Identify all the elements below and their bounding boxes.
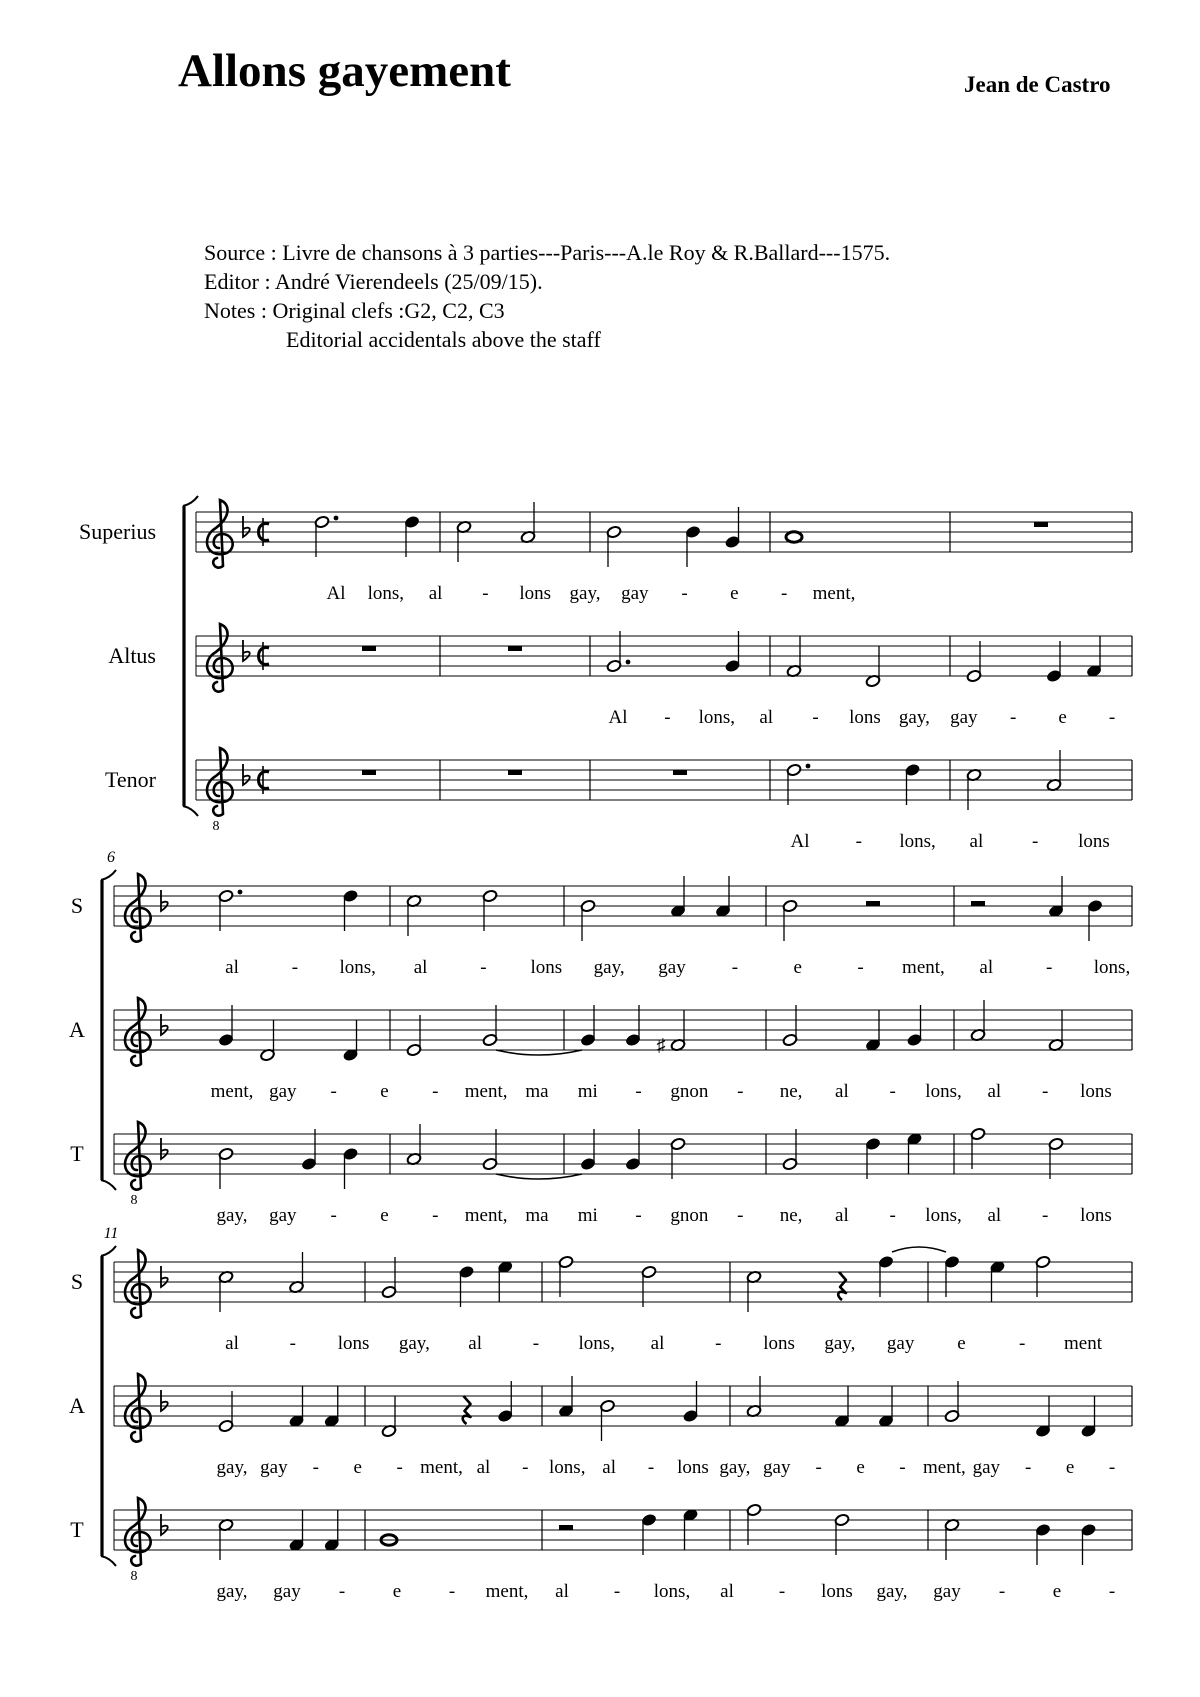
- system-3-S-lyric-2: lons: [337, 1333, 370, 1354]
- system-2-S-lyric-6: gay,: [593, 957, 625, 978]
- system-2-T-lyric-10: -: [737, 1205, 744, 1226]
- system-3-S-lyric-12: e: [957, 1333, 966, 1354]
- system-1-A-lyric-2: lons,: [698, 707, 736, 728]
- system-1-S-treble-clef: [207, 500, 233, 568]
- system-2-A-lyric-2: -: [330, 1081, 337, 1102]
- system-1-T-lyric-2: lons,: [899, 831, 936, 852]
- system-1-T-rest-2: [673, 770, 687, 775]
- system-3-S-lyric-4: al: [468, 1333, 483, 1354]
- system-3-T-lyric-1: gay: [273, 1581, 301, 1602]
- system-3-T-lyric-4: -: [448, 1581, 456, 1602]
- system-3-S-label: S: [70, 1269, 84, 1294]
- system-1-A-key-flat: [243, 640, 250, 661]
- system-3-T-lyric-8: lons,: [653, 1581, 691, 1602]
- system-2-S-lyric-1: -: [291, 957, 299, 978]
- system-2-A-note-7-sharp: ♯: [656, 1035, 666, 1055]
- system-2-A-lyric-10: -: [737, 1081, 744, 1102]
- system-2-bracket-top: [101, 870, 116, 880]
- system-2-T-lyric-15: al: [987, 1205, 1002, 1226]
- system-1-S-lyric-6: gay: [621, 583, 649, 604]
- system-3-A-lyric-0: gay,: [216, 1457, 248, 1478]
- source-line: Source : Livre de chansons à 3 parties---Paris---A.le Roy & R.Ballard---1575.: [204, 240, 891, 265]
- system-1-T-lyric-5: lons: [1078, 831, 1110, 852]
- system-3-S-lyric-9: lons: [763, 1333, 795, 1354]
- system-3-S-treble-clef: [125, 1250, 151, 1318]
- system-1-S-lyric-10: ment,: [812, 583, 856, 604]
- system-3-A-lyric-12: gay,: [719, 1457, 751, 1478]
- system-2-T-lyric-17: lons: [1080, 1205, 1112, 1226]
- system-2-S-key-flat: [161, 890, 168, 911]
- system-2-A-lyric-14: lons,: [925, 1081, 962, 1102]
- system-3-T-label: T: [70, 1517, 84, 1542]
- measure-number-6: 6: [107, 849, 115, 866]
- system-2-A-lyric-15: al: [987, 1081, 1002, 1102]
- system-1-S-label: Superius: [79, 519, 156, 544]
- system-2-S-lyric-5: lons: [530, 957, 563, 978]
- system-3-T-lyric-3: e: [392, 1581, 402, 1602]
- system-3-A-key-flat: [161, 1390, 168, 1411]
- system-1-T-lyric-0: Al: [790, 831, 810, 852]
- system-3-A-lyric-19: -: [1025, 1457, 1032, 1478]
- system-3-T-lyric-15: e: [1052, 1581, 1062, 1602]
- system-3-T-lyric-0: gay,: [216, 1581, 248, 1602]
- system-3-T-lyric-13: gay: [933, 1581, 961, 1602]
- system-3-T-lyric-7: -: [613, 1581, 621, 1602]
- system-3-T-lyric-2: -: [338, 1581, 346, 1602]
- system-1-A-rest-0: [362, 646, 376, 651]
- editor-line: Editor : André Vierendeels (25/09/15).: [204, 269, 543, 294]
- system-3-T-rest-4: [559, 1525, 573, 1530]
- system-1-S-key-flat: [243, 516, 250, 537]
- system-2-S-lyric-10: -: [857, 957, 864, 978]
- system-2-S-lyric-8: -: [731, 957, 739, 978]
- system-2-S-lyric-7: gay: [658, 957, 686, 978]
- system-2-T-lyric-16: -: [1042, 1205, 1049, 1226]
- system-2-T-lyric-4: -: [432, 1205, 439, 1226]
- system-1-S-lyric-2: al: [428, 583, 443, 604]
- system-2-S-lyric-11: ment,: [902, 957, 945, 978]
- system-1-T-rest-1: [508, 770, 522, 775]
- system-2-S-lyric-2: lons,: [339, 957, 376, 978]
- system-2-T-octave-mark: 8: [130, 1193, 138, 1208]
- system-3-S-lyric-13: -: [1019, 1333, 1026, 1354]
- system-2-S-lyric-14: lons,: [1093, 957, 1131, 978]
- system-1-A-lyric-6: gay,: [898, 707, 930, 728]
- system-2-A-lyric-5: ment,: [464, 1081, 508, 1102]
- system-2-T-tie: [496, 1174, 582, 1179]
- system-2-S-lyric-3: al: [413, 957, 428, 978]
- system-3-A-lyric-20: e: [1065, 1457, 1075, 1478]
- system-3-A-lyric-21: -: [1108, 1457, 1116, 1478]
- system-3-bracket-top: [101, 1246, 116, 1256]
- system-2-A-label: A: [69, 1017, 85, 1042]
- system-2-S-lyric-9: e: [793, 957, 802, 978]
- system-2-T-lyric-9: gnon: [670, 1205, 709, 1226]
- system-2-T-lyric-3: e: [380, 1205, 389, 1226]
- system-3-T-lyric-12: gay,: [876, 1581, 908, 1602]
- system-3-A-treble-clef: [125, 1374, 151, 1442]
- system-3-S-lyric-5: -: [532, 1333, 540, 1354]
- system-1-S-lyric-3: -: [482, 583, 489, 604]
- system-2-T-treble-clef: [125, 1122, 151, 1190]
- system-1-A-lyric-7: gay: [950, 707, 978, 728]
- system-3-A-lyric-8: lons,: [549, 1457, 586, 1478]
- system-1-T-lyric-3: al: [969, 831, 984, 852]
- system-1-S-lyric-9: -: [781, 583, 788, 604]
- system-2-S-treble-clef: [125, 874, 151, 942]
- system-3-A-lyric-9: al: [602, 1457, 617, 1478]
- system-3-A-lyric-18: gay: [972, 1457, 1001, 1478]
- system-1-T-note-3-dot: [806, 764, 811, 769]
- system-2-T-label: T: [70, 1141, 84, 1166]
- system-3-T-lyric-5: ment,: [485, 1581, 529, 1602]
- system-3-bracket-bottom: [101, 1556, 116, 1566]
- system-2-T-lyric-7: mi: [577, 1205, 598, 1226]
- system-1-S-lyric-7: -: [681, 583, 688, 604]
- system-1-T-label: Tenor: [105, 767, 156, 792]
- system-3-S-rest-8: [838, 1272, 846, 1300]
- system-1-S-rest-8: [1034, 522, 1048, 527]
- system-3-A-lyric-14: -: [815, 1457, 822, 1478]
- notes-line: Notes : Original clefs :G2, C2, C3: [204, 298, 505, 323]
- system-3-S-lyric-7: al: [650, 1333, 665, 1354]
- system-3-S-lyric-1: -: [289, 1333, 296, 1354]
- system-2-S-rest-8: [866, 901, 880, 906]
- system-1-bracket-top: [183, 496, 198, 506]
- system-3-A-lyric-10: -: [647, 1457, 655, 1478]
- system-3-T-octave-mark: 8: [130, 1569, 138, 1584]
- system-1-A-lyric-9: e: [1058, 707, 1067, 728]
- system-1-A-label: Altus: [108, 643, 156, 668]
- system-2-T-lyric-5: ment,: [464, 1205, 508, 1226]
- system-1-bracket-bottom: [183, 806, 198, 816]
- measure-number-11: 11: [103, 1225, 119, 1242]
- system-2-A-tie: [496, 1050, 582, 1055]
- system-1-T-rest-0: [362, 770, 376, 775]
- system-2-T-key-flat: [161, 1138, 168, 1159]
- system-1-A-lyric-0: Al: [608, 707, 628, 728]
- system-3-S-lyric-14: ment: [1064, 1333, 1102, 1354]
- system-3-A-label: A: [69, 1393, 85, 1418]
- system-3-S-key-flat: [161, 1266, 168, 1287]
- system-1-A-lyric-8: -: [1010, 707, 1017, 728]
- system-1-S-lyric-5: gay,: [569, 583, 601, 604]
- system-3-A-lyric-11: lons: [677, 1457, 709, 1478]
- system-2-S-lyric-0: al: [225, 957, 239, 978]
- system-2-T-lyric-13: -: [889, 1205, 896, 1226]
- system-2-A-key-flat: [161, 1014, 168, 1035]
- system-3-A-lyric-1: gay: [260, 1457, 288, 1478]
- system-3-T-lyric-9: al: [720, 1581, 734, 1602]
- system-3-S-lyric-10: gay,: [824, 1333, 856, 1354]
- system-2-A-treble-clef: [125, 998, 151, 1066]
- system-2-A-lyric-7: mi: [577, 1081, 598, 1102]
- system-1-T-key-flat: [243, 764, 250, 785]
- system-3-S-lyric-0: al: [225, 1333, 239, 1354]
- system-2-T-lyric-11: ne,: [779, 1205, 803, 1226]
- system-2-T-lyric-2: -: [330, 1205, 337, 1226]
- system-2-T-lyric-14: lons,: [925, 1205, 962, 1226]
- system-2-S-lyric-13: -: [1045, 957, 1053, 978]
- system-1-A-lyric-5: lons: [849, 707, 881, 728]
- system-3-T-treble-clef: [125, 1498, 151, 1566]
- piece-title: Allons gayement: [178, 45, 511, 97]
- system-1-S-note-7: [786, 532, 802, 542]
- system-3-T-lyric-6: al: [555, 1581, 569, 1602]
- system-3-T-lyric-10: -: [778, 1581, 786, 1602]
- system-3-A-lyric-2: -: [312, 1457, 319, 1478]
- system-1-A-treble-clef: [207, 624, 233, 692]
- system-3-T-lyric-14: -: [998, 1581, 1006, 1602]
- system-2-T-lyric-0: gay,: [216, 1205, 248, 1226]
- system-1-A-lyric-10: -: [1108, 707, 1116, 728]
- system-3-A-lyric-6: al: [476, 1457, 491, 1478]
- system-1-T-lyric-4: -: [1032, 831, 1039, 852]
- system-3-A-lyric-5: ment,: [420, 1457, 463, 1478]
- system-1-T-treble-clef: [207, 748, 233, 816]
- system-1-T-lyric-1: -: [855, 831, 862, 852]
- system-1-S-lyric-4: lons: [519, 583, 552, 604]
- system-2-A-lyric-3: e: [380, 1081, 389, 1102]
- system-3-A-lyric-16: -: [899, 1457, 906, 1478]
- system-2-A-lyric-6: ma: [525, 1081, 549, 1102]
- system-2-S-note-0-dot: [238, 890, 243, 895]
- system-1-A-rest-1: [508, 646, 522, 651]
- system-2-S-lyric-4: -: [480, 957, 487, 978]
- system-2-S-rest-9: [971, 901, 985, 906]
- system-1-S-lyric-0: Al: [326, 583, 346, 604]
- system-2-A-lyric-0: ment,: [210, 1081, 254, 1102]
- system-2-A-lyric-17: lons: [1080, 1081, 1112, 1102]
- system-2-A-lyric-1: gay: [269, 1081, 297, 1102]
- system-1-T-octave-mark: 8: [212, 819, 220, 834]
- system-1-S-lyric-8: e: [730, 583, 739, 604]
- system-3-S-lyric-6: lons,: [578, 1333, 615, 1354]
- system-2-S-label: S: [70, 893, 84, 918]
- system-3-T-lyric-11: lons: [821, 1581, 853, 1602]
- notes-continued-line: Editorial accidentals above the staff: [286, 327, 601, 352]
- system-3-T-key-flat: [161, 1514, 168, 1535]
- system-3-S-tie: [892, 1247, 946, 1252]
- system-3-T-lyric-16: -: [1108, 1581, 1116, 1602]
- system-3-S-lyric-8: -: [715, 1333, 722, 1354]
- system-3-A-lyric-4: -: [396, 1457, 403, 1478]
- system-2-T-lyric-6: ma: [525, 1205, 549, 1226]
- system-3-A-lyric-3: e: [353, 1457, 362, 1478]
- system-2-bracket-bottom: [101, 1180, 116, 1190]
- system-2-A-lyric-4: -: [432, 1081, 439, 1102]
- system-2-A-lyric-9: gnon: [670, 1081, 709, 1102]
- system-2-A-lyric-13: -: [889, 1081, 896, 1102]
- system-1-A-lyric-3: al: [759, 707, 774, 728]
- system-2-T-lyric-12: al: [835, 1205, 849, 1226]
- system-3-A-lyric-7: -: [522, 1457, 529, 1478]
- system-3-A-lyric-15: e: [856, 1457, 865, 1478]
- system-2-A-lyric-16: -: [1042, 1081, 1049, 1102]
- system-2-T-lyric-1: gay: [269, 1205, 297, 1226]
- system-1-S-note-0-dot: [334, 516, 339, 521]
- system-2-S-lyric-12: al: [979, 957, 994, 978]
- system-1-A-lyric-1: -: [664, 707, 671, 728]
- system-2-A-lyric-12: al: [835, 1081, 849, 1102]
- system-2-A-lyric-11: ne,: [779, 1081, 803, 1102]
- system-3-A-rest-4: [463, 1396, 471, 1424]
- system-1-S-lyric-1: lons,: [367, 583, 405, 604]
- system-3-S-lyric-3: gay,: [398, 1333, 430, 1354]
- system-3-A-lyric-13: gay: [763, 1457, 791, 1478]
- system-3-S-lyric-11: gay: [886, 1333, 915, 1354]
- system-2-A-lyric-8: -: [635, 1081, 642, 1102]
- system-1-A-note-2-dot: [626, 660, 631, 665]
- composer-name: Jean de Castro: [964, 72, 1111, 97]
- system-3-A-lyric-17: ment,: [923, 1457, 966, 1478]
- system-2-T-lyric-8: -: [635, 1205, 642, 1226]
- system-1-A-lyric-4: -: [812, 707, 819, 728]
